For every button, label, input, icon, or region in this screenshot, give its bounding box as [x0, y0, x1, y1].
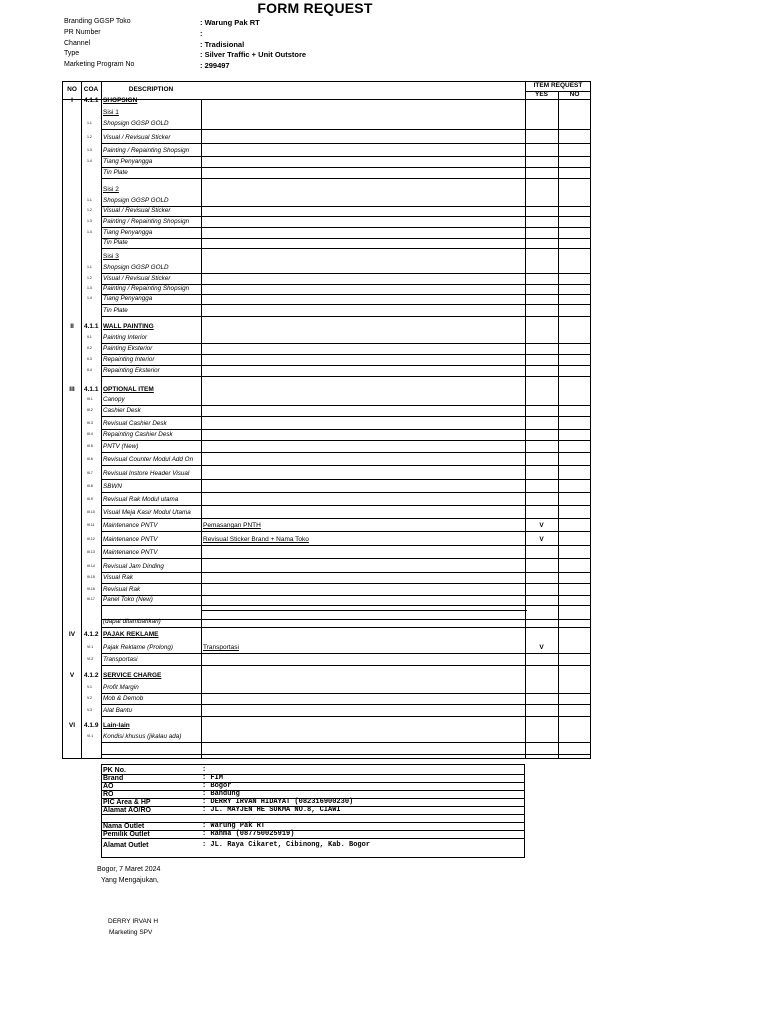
item-description: Visual / Revisual Sticker	[103, 134, 171, 141]
footer-label: RO	[103, 791, 114, 798]
row-line	[101, 619, 590, 620]
footer-row-line	[102, 830, 524, 831]
submitted-by-label: Yang Mengajukan,	[101, 877, 159, 884]
row-line	[101, 178, 590, 179]
item-code: III.14	[87, 564, 95, 568]
section-heading: WALL PAINTING	[103, 323, 154, 330]
item-code: II.3	[87, 357, 92, 361]
footer-label: PIC Area & HP	[103, 799, 151, 806]
row-line	[101, 143, 590, 144]
item-code: III.10	[87, 510, 95, 514]
row-line	[101, 479, 590, 480]
row-line	[101, 129, 590, 130]
row-line	[101, 316, 590, 317]
footer-value: : Warung Pak RT	[202, 822, 266, 830]
row-line	[101, 365, 590, 366]
row-line	[101, 492, 590, 493]
row-line	[101, 216, 590, 217]
item-code: 1.3	[87, 148, 92, 152]
row-line	[101, 206, 590, 207]
row-number: III	[69, 386, 75, 393]
header-value: : Tradisional	[200, 40, 245, 49]
item-code: 1.3	[87, 286, 92, 290]
section-heading: SHOPSIGN	[103, 97, 138, 104]
header-value: : 299497	[200, 61, 230, 70]
col-item-request-header: ITEM REQUEST	[533, 82, 583, 89]
item-code: 1.1	[87, 265, 92, 269]
row-line	[101, 167, 590, 168]
row-line	[101, 558, 590, 559]
yes-mark: V	[539, 644, 544, 651]
item-description: Profit Margin	[103, 684, 139, 691]
footer-label: Pemilik Outlet	[103, 831, 150, 838]
footer-value: : Bogor	[202, 782, 232, 790]
coa-code: 4.1.9	[84, 722, 99, 729]
row-line	[101, 595, 590, 596]
item-description: Painting / Repainting Shopsign	[103, 218, 190, 225]
item-code: III.5	[87, 444, 93, 448]
row-line	[101, 248, 590, 249]
item-code: II.1	[87, 335, 92, 339]
col-divider	[558, 91, 559, 758]
item-remark: Revisual Sticker Brand + Nama Toko	[203, 536, 309, 543]
item-code: III.7	[87, 471, 93, 475]
row-number: IV	[68, 631, 76, 638]
signer-name: DERRY IRVAN H	[108, 918, 159, 925]
col-description-header: DESCRIPTION	[128, 86, 174, 93]
item-description: Repainting Eksterior	[103, 367, 160, 374]
row-line	[101, 693, 590, 694]
row-line	[101, 653, 590, 654]
item-description: (dapat ditambahkan)	[103, 618, 161, 625]
item-code: III.2	[87, 408, 93, 412]
item-description: Cashier Desk	[103, 407, 141, 414]
form-title: FORM REQUEST	[257, 0, 373, 16]
item-code: III.6	[87, 457, 93, 461]
item-description: Painting Interior	[103, 334, 148, 341]
item-code: 1.1	[87, 198, 92, 202]
row-line	[101, 376, 590, 377]
item-description: Visual Rak	[103, 574, 133, 581]
item-code: III.15	[87, 575, 95, 579]
col-divider	[81, 82, 82, 758]
row-line	[101, 545, 590, 546]
item-description: Visual / Revisual Sticker	[103, 207, 171, 214]
item-description: Visual / Revisual Sticker	[103, 275, 171, 282]
item-description: SBWN	[103, 483, 122, 490]
section-heading: Lain-lain	[103, 722, 130, 729]
row-line	[101, 665, 590, 666]
col-divider	[101, 82, 102, 758]
row-line	[101, 304, 590, 305]
row-line	[101, 354, 590, 355]
row-number: I	[71, 97, 73, 104]
footer-label: PK No.	[103, 767, 126, 774]
item-description: Panel Toko (New)	[103, 596, 153, 603]
item-code: V.2	[87, 696, 92, 700]
row-number: II	[70, 323, 74, 330]
coa-code: 4.1.1	[84, 323, 99, 330]
section-heading: SERVICE CHARGE	[103, 672, 162, 679]
section-heading: PAJAK REKLAME	[103, 631, 159, 638]
row-line	[101, 227, 590, 228]
item-code: VI.2	[87, 657, 94, 661]
footer-label: Alamat Outlet	[103, 842, 149, 849]
item-description: Pajak Reklame (Prolong)	[103, 644, 173, 651]
item-code: 1.2	[87, 276, 92, 280]
item-code: III.4	[87, 432, 93, 436]
item-code: 1.2	[87, 135, 92, 139]
item-description: Tiang Penyangga	[103, 158, 153, 165]
item-description: Revisual Instore Header Visual	[103, 470, 190, 477]
item-code: III.16	[87, 587, 95, 591]
footer-value: : FIM	[202, 774, 224, 782]
signer-position: Marketing SPV	[109, 929, 153, 936]
item-code: 1.3	[87, 219, 92, 223]
item-description: Painting / Repainting Shopsign	[103, 147, 190, 154]
coa-code: 4.1.2	[84, 631, 99, 638]
item-code: II.2	[87, 346, 92, 350]
yes-mark: V	[539, 536, 544, 543]
col-coa-header: COA	[83, 86, 99, 93]
row-line	[101, 572, 590, 573]
header-label: Channel	[64, 40, 91, 47]
item-code: III.9	[87, 497, 93, 501]
row-line	[101, 294, 590, 295]
item-code: 1.2	[87, 208, 92, 212]
footer-row-line	[102, 822, 524, 823]
footer-row-line	[102, 838, 524, 839]
item-description: Maintenance PNTV	[103, 522, 158, 529]
yes-mark: V	[539, 522, 544, 529]
coa-code: 4.1.1	[84, 97, 99, 104]
item-description: Shopsign GGSP GOLD	[103, 197, 169, 204]
item-code: 1.1	[87, 121, 92, 125]
item-description: Tin Plate	[103, 169, 128, 176]
item-code: 1.4	[87, 296, 92, 300]
item-remark: Transportasi	[203, 644, 239, 651]
item-description: PNTV (New)	[103, 443, 139, 450]
item-code: VI.1	[87, 734, 94, 738]
footer-value: : Rahma (087750025919)	[202, 830, 295, 838]
row-line	[101, 416, 590, 417]
item-description: Tin Plate	[103, 307, 128, 314]
footer-info-table	[101, 764, 525, 858]
row-line	[101, 531, 590, 532]
footer-value: : DERRY IRVAN HIDAYAT (082316900230)	[202, 798, 354, 806]
item-code: V.3	[87, 708, 92, 712]
item-code: 1.4	[87, 230, 92, 234]
header-value: : Warung Pak RT	[200, 18, 260, 27]
row-line	[101, 343, 590, 344]
coa-code: 4.1.1	[84, 386, 99, 393]
header-divider	[63, 99, 590, 100]
footer-value: : JL. MAYJEN HE SUKMA NO.8, CIAWI	[202, 806, 341, 814]
header-label: Branding GGSP Toko	[64, 18, 131, 25]
item-code: III.13	[87, 550, 95, 554]
item-code: 1.4	[87, 159, 92, 163]
header-value: : Silver Traffic + Unit Outstore	[200, 50, 307, 59]
item-description: Transportasi	[103, 656, 138, 663]
footer-row-line	[102, 790, 524, 791]
item-description: Canopy	[103, 396, 125, 403]
row-line	[101, 605, 590, 606]
item-description: Tiang Penyangga	[103, 295, 153, 302]
footer-label: Alamat AO/RO	[103, 807, 151, 814]
row-line	[101, 627, 590, 628]
item-description: Painting Eksterior	[103, 345, 153, 352]
row-line	[101, 716, 590, 717]
item-description: Sisi 3	[103, 253, 119, 260]
item-description: Shopsign GGSP GOLD	[103, 120, 169, 127]
item-description: Sisi 1	[103, 109, 119, 116]
item-description: Revisual Rak	[103, 586, 141, 593]
header-label: Type	[64, 50, 80, 57]
footer-value: :	[202, 766, 207, 774]
item-description: Painting / Repainting Shopsign	[103, 285, 190, 292]
item-description: Maintenance PNTV	[103, 536, 158, 543]
item-code: III.8	[87, 484, 93, 488]
place-date: Bogor, 7 Maret 2024	[97, 866, 161, 873]
col-no-header: NO	[67, 86, 77, 93]
item-description: Visual Meja Kasir Modul Utama	[103, 509, 191, 516]
footer-row-line	[102, 814, 524, 815]
row-line	[101, 273, 590, 274]
header-label: PR Number	[64, 29, 101, 36]
item-code: III.12	[87, 537, 95, 541]
footer-label: Brand	[103, 775, 124, 782]
item-description: Revisual Counter Modul Add On	[103, 456, 194, 463]
item-description: Alat Bantu	[103, 707, 133, 714]
row-line	[101, 754, 590, 755]
row-line	[101, 465, 590, 466]
footer-row-line	[102, 782, 524, 783]
row-line	[101, 505, 590, 506]
row-line	[101, 429, 590, 430]
item-description: Tin Plate	[103, 239, 128, 246]
item-code: III.1	[87, 397, 93, 401]
row-line	[101, 238, 590, 239]
item-description: Tiang Penyangga	[103, 229, 153, 236]
coa-code: 4.1.2	[84, 672, 99, 679]
footer-row-line	[102, 774, 524, 775]
header-label: Marketing Program No	[64, 61, 135, 68]
row-number: VI	[68, 722, 76, 729]
item-description: Revisual Rak Modul utama	[103, 496, 179, 503]
row-line	[101, 518, 590, 519]
request-table	[62, 81, 591, 759]
row-line	[201, 610, 527, 611]
item-code: V.1	[87, 685, 92, 689]
item-description: Repainting Interior	[103, 356, 155, 363]
footer-value: : Bandung	[202, 790, 240, 798]
item-description: Revisual Jam Dinding	[103, 563, 164, 570]
col-divider	[525, 82, 526, 758]
item-description: Maintenance PNTV	[103, 549, 158, 556]
header-value: :	[200, 29, 203, 38]
item-code: VI.1	[87, 645, 94, 649]
row-line	[101, 742, 590, 743]
col-divider	[201, 99, 202, 758]
item-code: III.17	[87, 597, 95, 601]
footer-value: : JL. Raya Cikaret, Cibinong, Kab. Bogor	[202, 841, 371, 849]
item-description: Kondisi khusus (jikalau ada)	[103, 733, 182, 740]
item-description: Revisual Cashier Desk	[103, 420, 167, 427]
item-code: II.4	[87, 368, 92, 372]
item-description: Sisi 2	[103, 186, 119, 193]
row-line	[101, 156, 590, 157]
col-yes-header: YES	[534, 91, 548, 98]
item-code: III.3	[87, 421, 93, 425]
item-code: III.11	[87, 523, 95, 527]
item-description: Mob & Demob	[103, 695, 144, 702]
footer-label: AO	[103, 783, 114, 790]
row-line	[101, 583, 590, 584]
item-description: Repainting Cashier Desk	[103, 431, 173, 438]
item-description: Shopsign GGSP GOLD	[103, 264, 169, 271]
item-remark: Pemasangan PNTH	[203, 522, 261, 529]
row-line	[101, 704, 590, 705]
col-no-header-2: NO	[569, 91, 580, 98]
section-heading: OPTIONAL ITEM	[103, 386, 154, 393]
row-line	[101, 452, 590, 453]
row-line	[101, 440, 590, 441]
row-line	[101, 405, 590, 406]
footer-label: Nama Outlet	[103, 823, 145, 830]
row-number: V	[69, 672, 75, 679]
